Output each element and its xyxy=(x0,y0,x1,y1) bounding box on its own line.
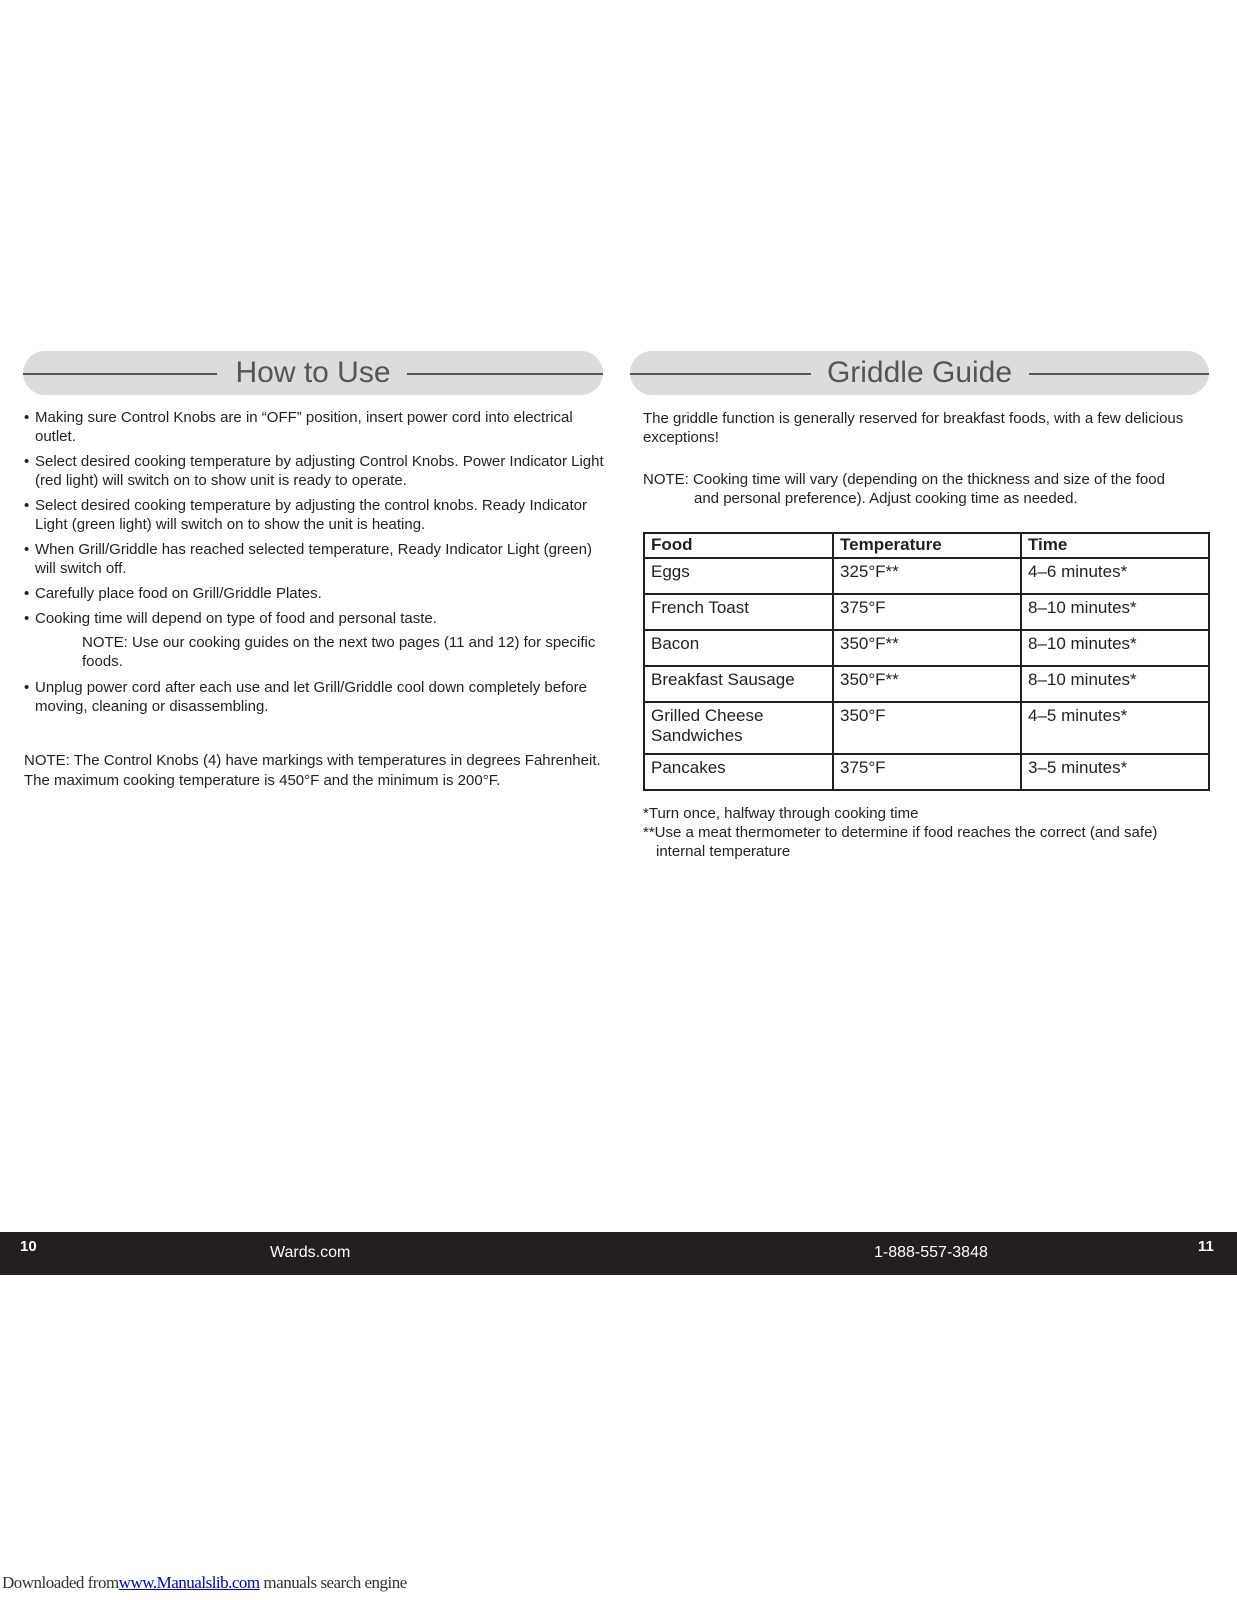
page-number-left: 10 xyxy=(20,1238,37,1255)
cell-food: Pancakes xyxy=(644,754,833,790)
download-credit xyxy=(2,1573,407,1593)
bullet-glyph: • xyxy=(24,585,30,602)
download-prefix: Downloaded from xyxy=(2,1573,119,1592)
table-row xyxy=(644,594,1209,630)
bullet-glyph: • xyxy=(24,541,30,558)
step-item: • Unplug power cord after each use and let Grill/Griddle cool down completely before moving, cleaning or disassembling. xyxy=(24,679,587,715)
cell-food: Breakfast Sausage xyxy=(644,666,833,702)
download-suffix: manuals search engine xyxy=(259,1573,407,1592)
note-line-1: Cooking time will vary (depending on the thickness and size of the food xyxy=(693,471,1165,488)
table-row xyxy=(644,702,1209,754)
cell-temperature: 350°F** xyxy=(833,666,1021,702)
cell-food: French Toast xyxy=(644,594,833,630)
bullet-glyph: • xyxy=(24,409,30,426)
step-item: • Making sure Control Knobs are in “OFF” position, insert power cord into electrical outlet. xyxy=(24,409,573,445)
cell-food: Bacon xyxy=(644,630,833,666)
step-item: • Cooking time will depend on type of food and personal taste. xyxy=(24,610,437,627)
manualslib-link[interactable]: www.Manualslib.com xyxy=(118,1573,260,1592)
header-time: Time xyxy=(1021,533,1209,558)
table-row xyxy=(644,666,1209,702)
bullet-glyph: • xyxy=(24,453,30,470)
footer-bar xyxy=(0,1232,1237,1275)
cell-time: 4–6 minutes* xyxy=(1021,558,1209,594)
cell-food: Grilled Cheese Sandwiches xyxy=(644,702,833,754)
cell-temperature: 375°F xyxy=(833,594,1021,630)
cell-temperature: 375°F xyxy=(833,754,1021,790)
header-temperature: Temperature xyxy=(833,533,1021,558)
how-to-use-steps xyxy=(24,408,604,722)
note-line-2: and personal preference). Adjust cooking time as needed. xyxy=(694,490,1078,507)
griddle-intro: The griddle function is generally reserved for breakfast foods, with a few delicious exceptions! xyxy=(643,410,1184,446)
table-row xyxy=(644,754,1209,790)
footnote-turn-once: *Turn once, halfway through cooking time xyxy=(643,805,919,822)
bullet-glyph: • xyxy=(24,610,30,627)
griddle-guide-banner xyxy=(630,351,1209,395)
footnote-thermometer-cont: internal temperature xyxy=(656,843,791,860)
step-item: • Select desired cooking temperature by adjusting the control knobs. Ready Indicator Light (green light) will switch on to show the unit is heating. xyxy=(24,497,587,533)
table-row xyxy=(644,558,1209,594)
website-text: Wards.com xyxy=(270,1244,351,1261)
table-row xyxy=(644,630,1209,666)
cell-temperature: 350°F** xyxy=(833,630,1021,666)
page-number-right: 11 xyxy=(1198,1238,1214,1255)
how-to-use-title: How to Use xyxy=(23,356,603,390)
step-item: • Select desired cooking temperature by adjusting Control Knobs. Power Indicator Light (red light) will switch on to show unit is ready to operate. xyxy=(24,453,604,489)
cell-temperature: 350°F xyxy=(833,702,1021,754)
cell-time: 8–10 minutes* xyxy=(1021,630,1209,666)
cell-time: 4–5 minutes* xyxy=(1021,702,1209,754)
cell-food: Eggs xyxy=(644,558,833,594)
cell-temperature: 325°F** xyxy=(833,558,1021,594)
cell-time: 8–10 minutes* xyxy=(1021,666,1209,702)
bullet-glyph: • xyxy=(24,679,30,696)
cooking-guide-note: NOTE: Use our cooking guides on the next two pages (11 and 12) for specific foods. xyxy=(82,634,596,670)
cooking-time-note xyxy=(643,470,1213,508)
griddle-guide-table xyxy=(643,532,1210,791)
griddle-guide-title: Griddle Guide xyxy=(630,356,1209,390)
table-header-row xyxy=(644,533,1209,558)
step-item: • Carefully place food on Grill/Griddle Plates. xyxy=(24,585,322,602)
cell-time: 8–10 minutes* xyxy=(1021,594,1209,630)
phone-number: 1-888-557-3848 xyxy=(874,1244,988,1261)
table-footnotes xyxy=(643,804,1213,861)
header-food: Food xyxy=(644,533,833,558)
footnote-thermometer: **Use a meat thermometer to determine if food reaches the correct (and safe) xyxy=(643,824,1158,841)
step-item: • When Grill/Griddle has reached selected temperature, Ready Indicator Light (green) will switch off. xyxy=(24,541,592,577)
cell-time: 3–5 minutes* xyxy=(1021,754,1209,790)
note-label: NOTE: xyxy=(643,471,689,488)
how-to-use-banner xyxy=(23,351,603,395)
bullet-glyph: • xyxy=(24,497,30,514)
control-knob-note: NOTE: The Control Knobs (4) have markings with temperatures in degrees Fahrenheit. The maximum cooking temperature is 450°F and the minimum is 200°F. xyxy=(24,752,601,789)
